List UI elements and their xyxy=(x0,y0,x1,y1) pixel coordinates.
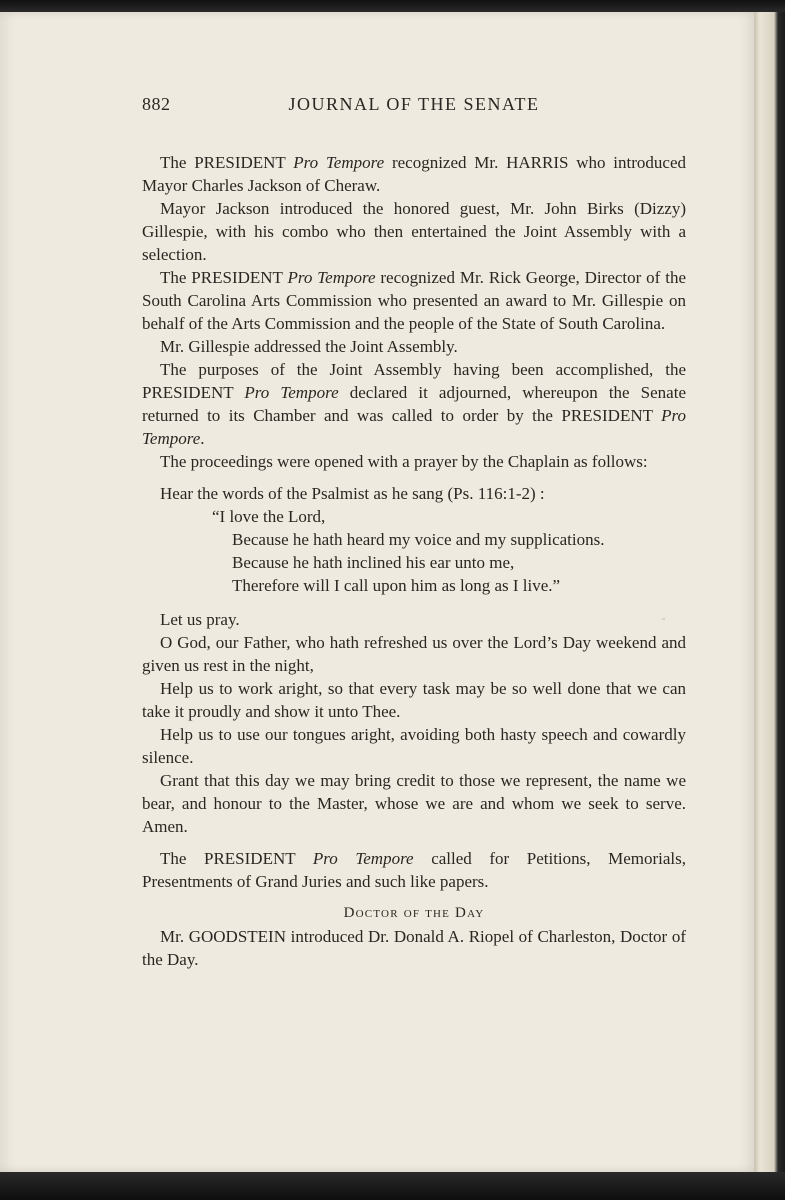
psalm-quote-line: Therefore will I call upon him as long as I live.” xyxy=(232,576,561,595)
body-text xyxy=(142,151,686,971)
paragraph: The proceedings were opened with a prayer by the Chaplain as follows: xyxy=(160,452,648,471)
section-heading: Doctor of the Day xyxy=(343,905,485,921)
paragraph: The PRESIDENT Pro Tempore recognized Mr. HARRIS who introduced Mayor Charles Jackson of Cheraw. xyxy=(142,153,686,195)
paragraph: Mr. GOODSTEIN introduced Dr. Donald A. Riopel of Charleston, Doctor of the Day. xyxy=(142,927,686,969)
paragraph: O God, our Father, who hath refreshed us over the Lord’s Day weekend and given us rest in the night, xyxy=(142,633,686,675)
paragraph: The PRESIDENT Pro Tempore called for Petitions, Memorials, Presentments of Grand Juries and such like papers. xyxy=(142,849,686,891)
paragraph: Grant that this day we may bring credit to those we represent, the name we bear, and honour to the Master, whose we are and whom we seek to serve. Amen. xyxy=(142,771,686,836)
psalm-quote-line: Because he hath heard my voice and my supplications. xyxy=(232,530,605,549)
paragraph: The PRESIDENT Pro Tempore recognized Mr. Rick George, Director of the South Carolina Arts Commission who presented an award to Mr. Gillespie on behalf of the Arts Commission and the people of the State of South Carolina. xyxy=(142,268,686,333)
running-head xyxy=(142,94,686,120)
psalm-quote-line: Because he hath inclined his ear unto me, xyxy=(232,553,515,572)
book-page xyxy=(0,12,754,1172)
psalm-quote-line: “I love the Lord, xyxy=(212,507,326,526)
paragraph: Let us pray. xyxy=(160,610,240,629)
paragraph: The purposes of the Joint Assembly having been accomplished, the PRESIDENT Pro Tempore declared it adjourned, whereupon the Senate returned to its Chamber and was called to order by the PRESIDENT Pro Tempore. xyxy=(142,360,687,448)
page-number: 882 xyxy=(142,94,171,114)
paragraph: Help us to work aright, so that every task may be so well done that we can take it proudly and show it unto Thee. xyxy=(142,679,686,721)
scan-bottom-edge xyxy=(0,1172,785,1200)
paragraph: Help us to use our tongues aright, avoiding both hasty speech and cowardly silence. xyxy=(142,725,686,767)
book-spine-edge xyxy=(754,12,785,1172)
scan-top-edge xyxy=(0,0,785,12)
paragraph: Mr. Gillespie addressed the Joint Assembly. xyxy=(160,337,458,356)
running-title: JOURNAL OF THE SENATE xyxy=(288,94,540,114)
paragraph: Hear the words of the Psalmist as he sang (Ps. 116:1-2) : xyxy=(160,484,545,503)
paragraph: Mayor Jackson introduced the honored guest, Mr. John Birks (Dizzy) Gillespie, with his combo who then entertained the Joint Assembly with a selection. xyxy=(142,199,686,264)
